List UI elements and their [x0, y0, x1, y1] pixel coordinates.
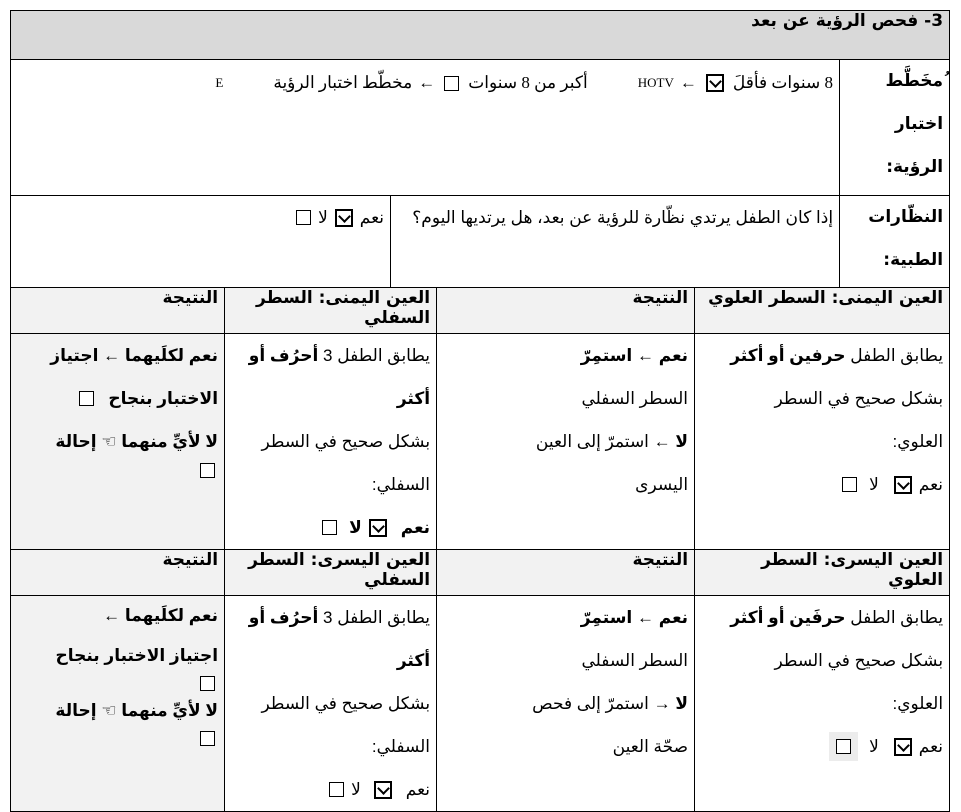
option-over-8-label: أكبر من 8 سنوات [468, 73, 588, 92]
criteria-bold: أحرُف أو أكثر [248, 608, 431, 670]
chart-label-line: اختبار [894, 114, 944, 134]
yes-label: نعم [400, 518, 431, 537]
arrow-icon: ← [637, 608, 654, 627]
result-text: السطر السفلي [581, 389, 689, 408]
result-text: اجتياز الاختبار بنجاح [55, 646, 219, 665]
right-upper-yes-checkbox[interactable] [894, 476, 912, 494]
right-eye-lower-result-header: النتيجة [11, 288, 225, 334]
result-text: نعم لكلَيهما ← اجتياز [50, 346, 219, 365]
right-eye-upper-result [437, 334, 695, 550]
glasses-no-checkbox[interactable] [296, 210, 311, 225]
result-yes: نعم [658, 608, 689, 627]
yes-label: نعم [918, 475, 944, 494]
arrow-icon: → [653, 694, 671, 713]
vision-form-table [10, 10, 950, 812]
no-label: لا [869, 737, 879, 756]
criteria-text: يطابق الطفل [850, 608, 944, 627]
criteria-text: يطابق الطفل 3 [323, 346, 431, 365]
right-lower-yes-checkbox[interactable] [369, 519, 387, 537]
right-eye-upper-header: العين اليمنى: السطر العلوي [695, 288, 950, 334]
left-eye-upper-criteria [695, 596, 950, 812]
criteria-text: يطابق الطفل 3 [323, 608, 431, 627]
right-eye-lower-result [11, 334, 225, 550]
section-title: 3- فحص الرؤية عن بعد [11, 11, 950, 60]
arrow-icon: ← [418, 73, 436, 92]
arrow-icon: ← [679, 73, 697, 92]
arrow-icon: ← [637, 346, 654, 365]
right-eye-upper-criteria [695, 334, 950, 550]
left-eye-upper-header: العين اليسرى: السطر العلوي [695, 550, 950, 596]
left-upper-no-checkbox[interactable] [836, 739, 851, 754]
result-text: اليسرى [635, 475, 689, 494]
left-upper-yes-checkbox[interactable] [894, 738, 912, 756]
left-eye-lower-criteria [225, 596, 437, 812]
chart-label-line: الرؤية: [886, 157, 944, 177]
right-refer-checkbox[interactable] [200, 463, 215, 478]
result-text: لا لأيِّ منهما ☜ إحالة [55, 701, 219, 720]
right-eye-upper-result-header: النتيجة [437, 288, 695, 334]
right-pass-checkbox[interactable] [79, 391, 94, 406]
distance-vision-screening-form [10, 10, 949, 812]
result-no: لا [675, 432, 689, 451]
criteria-bold: حرفَين أو أكثر [730, 608, 846, 627]
result-text: صحّة العين [612, 737, 689, 756]
yes-label: نعم [405, 780, 431, 799]
criteria-text: السفلي: [371, 475, 431, 494]
yes-label: نعم [918, 737, 944, 756]
right-lower-no-checkbox[interactable] [322, 520, 337, 535]
left-eye-upper-result [437, 596, 695, 812]
left-eye-upper-result-header: النتيجة [437, 550, 695, 596]
glasses-label [840, 196, 950, 288]
chart-options [11, 60, 840, 196]
glasses-question: إذا كان الطفل يرتدي نظّارة للرؤية عن بعد، هل يرتديها اليوم؟ [391, 196, 840, 288]
glasses-label-line: الطبية: [883, 250, 944, 270]
criteria-bold: أحرُف أو أكثر [248, 346, 431, 408]
criteria-text: بشكل صحيح في السطر [774, 389, 944, 408]
criteria-text: العلوي: [892, 694, 944, 713]
criteria-bold: حرفين أو أكثر [730, 346, 846, 365]
right-upper-no-checkbox[interactable] [842, 477, 857, 492]
chart-label-line: ُمخَطَّط [885, 71, 944, 91]
left-eye-lower-result [11, 596, 225, 812]
result-action: استمِرّ [580, 346, 633, 365]
left-pass-checkbox[interactable] [200, 676, 215, 691]
no-label: لا [351, 780, 361, 799]
option-age-8-or-less-label: 8 سنوات فأقلَ [732, 73, 834, 92]
right-eye-lower-header: العين اليمنى: السطر السفلي [225, 288, 437, 334]
result-text: نعم لكلَيهما ← [103, 606, 219, 625]
glasses-yes-label: نعم [359, 208, 385, 227]
criteria-text: بشكل صحيح في السطر [261, 432, 431, 451]
left-lower-yes-checkbox[interactable] [374, 781, 392, 799]
hotv-chart-label: HOTV [637, 75, 674, 90]
no-label: لا [349, 518, 362, 537]
chart-label [840, 60, 950, 196]
result-action: استمِرّ [580, 608, 633, 627]
option-over-8-checkbox[interactable] [444, 76, 459, 91]
arrow-icon: ← [653, 432, 671, 451]
criteria-text: بشكل صحيح في السطر [261, 694, 431, 713]
left-eye-lower-header: العين اليسرى: السطر السفلي [225, 550, 437, 596]
glasses-answer [11, 196, 391, 288]
criteria-text: بشكل صحيح في السطر [774, 651, 944, 670]
right-eye-lower-criteria [225, 334, 437, 550]
result-no: لا [675, 694, 689, 713]
result-yes: نعم [658, 346, 689, 365]
criteria-text: يطابق الطفل [850, 346, 944, 365]
criteria-text: السفلي: [371, 737, 431, 756]
option-age-8-or-less-checkbox[interactable] [706, 74, 724, 92]
glasses-yes-checkbox[interactable] [335, 209, 353, 227]
e-chart-label: مخطّط اختبار الرؤية [273, 73, 413, 92]
left-refer-checkbox[interactable] [200, 731, 215, 746]
left-lower-no-checkbox[interactable] [329, 782, 344, 797]
result-action: استمرّ إلى فحص [532, 694, 649, 713]
result-text: السطر السفلي [581, 651, 689, 670]
left-eye-lower-result-header: النتيجة [11, 550, 225, 596]
result-text: لا لأيِّ منهما ☜ إحالة [55, 432, 219, 451]
result-text: الاختبار بنجاح [108, 389, 219, 408]
no-label: لا [869, 475, 879, 494]
glasses-no-label: لا [318, 208, 328, 227]
result-action: استمرّ إلى العين [535, 432, 649, 451]
glasses-label-line: النظّارات [868, 207, 944, 227]
e-chart-letter: E [215, 75, 224, 90]
criteria-text: العلوي: [892, 432, 944, 451]
